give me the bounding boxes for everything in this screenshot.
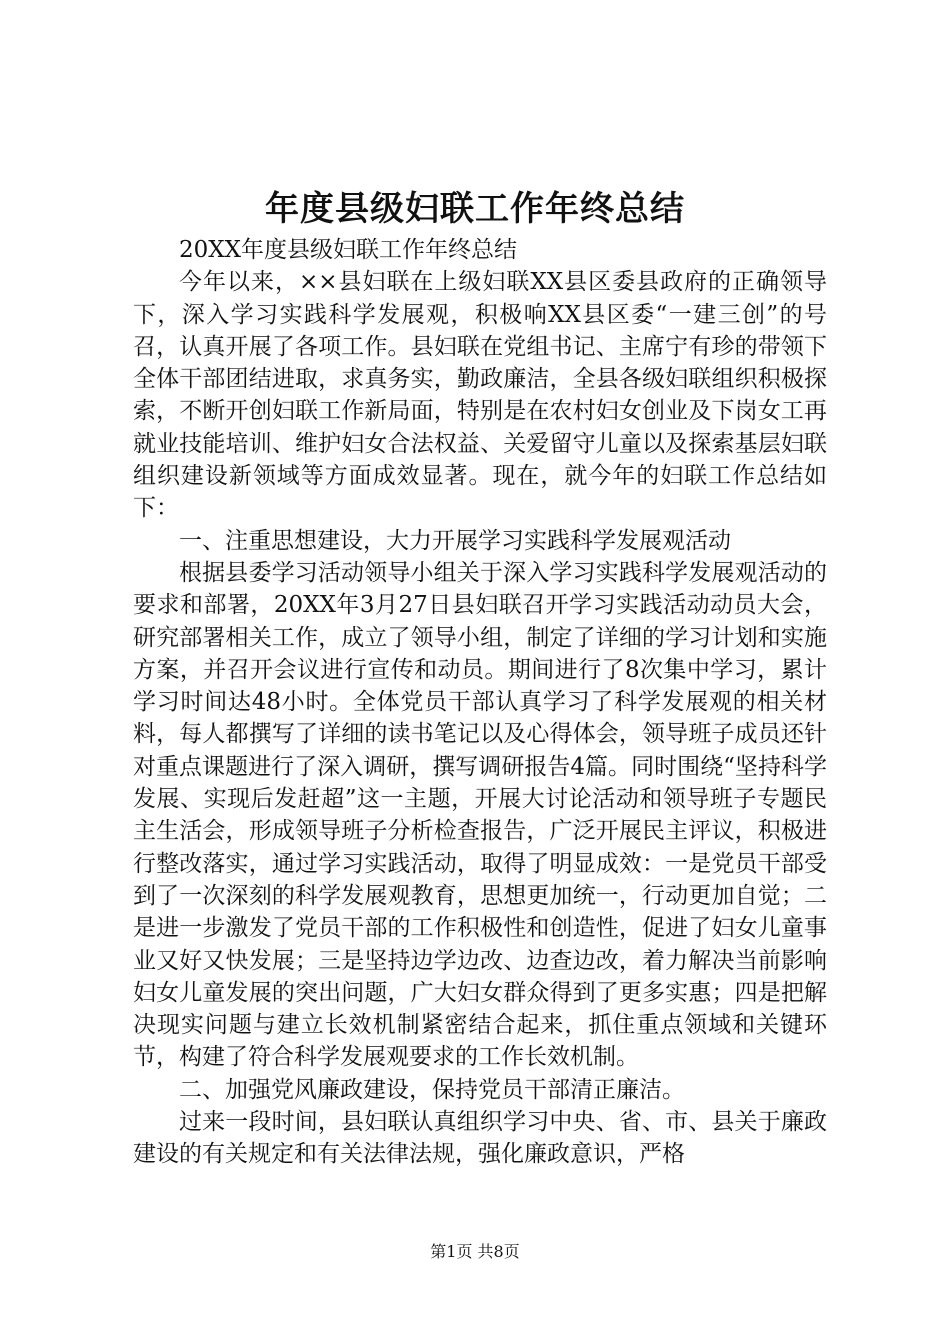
section-1-paragraph: 根据县委学习活动领导小组关于深入学习实践科学发展观活动的要求和部署，20XX年3月27日县妇联召开学习实践活动动员大会，研究部署相关工作，成立了领导小组，制定了详细的学习计划和实施方案，并召开会议进行宣传和动员。期间进行了8次集中学习，累计学习时间达48小时。全体党员干部认真学习了科学发展观的相关材料，每人都撰写了详细的读书笔记以及心得体会，领导班子成员还针对重点课题进行了深入调研，撰写调研报告4篇。同时围绕“坚持科学发展、实现后发赶超”这一主题，开展大讨论活动和领导班子专题民主生活会，形成领导班子分析检查报告，广泛开展民主评议，积极进行整改落实，通过学习实践活动，取得了明显成效：一是党员干部受到了一次深刻的科学发展观教育，思想更加统一，行动更加自觉；二是进一步激发了党员干部的工作积极性和创造性，促进了妇女儿童事业又好又快发展；三是坚持边学边改、边查边改，着力解决当前影响妇女儿童发展的突出问题，广大妇女群众得到了更多实惠；四是把解决现实问题与建立长效机制紧密结合起来，抓住重点领域和关键环节，构建了符合科学发展观要求的工作长效机制。 [133, 559, 827, 1071]
document-title: 年度县级妇联工作年终总结 [265, 189, 685, 229]
section-heading-2: 二、加强党风廉政建设，保持党员干部清正廉洁。 [179, 1076, 685, 1103]
intro-paragraph: 今年以来，××县妇联在上级妇联XX县区委县政府的正确领导下，深入学习实践科学发展观，积极响XX县区委“一建三创”的号召，认真开展了各项工作。县妇联在党组书记、主席宁有珍的带领下全体干部团结进取，求真务实，勤政廉洁，全县各级妇联组织积极探索，不断开创妇联工作新局面，特别是在农村妇女创业及下岗女工再就业技能培训、维护妇女合法权益、关爱留守儿童以及探索基层妇联组织建设新领域等方面成效显著。现在，就今年的妇联工作总结如下： [133, 269, 827, 522]
document-body [133, 234, 827, 1171]
page-footer: 第1页 共8页 [430, 1242, 520, 1261]
section-2-paragraph: 过来一段时间，县妇联认真组织学习中央、省、市、县关于廉政建设的有关规定和有关法律法规，强化廉政意识，严格 [133, 1109, 827, 1168]
document-subtitle: 20XX年度县级妇联工作年终总结 [179, 237, 518, 263]
section-heading-1: 一、注重思想建设，大力开展学习实践科学发展观活动 [179, 527, 731, 554]
